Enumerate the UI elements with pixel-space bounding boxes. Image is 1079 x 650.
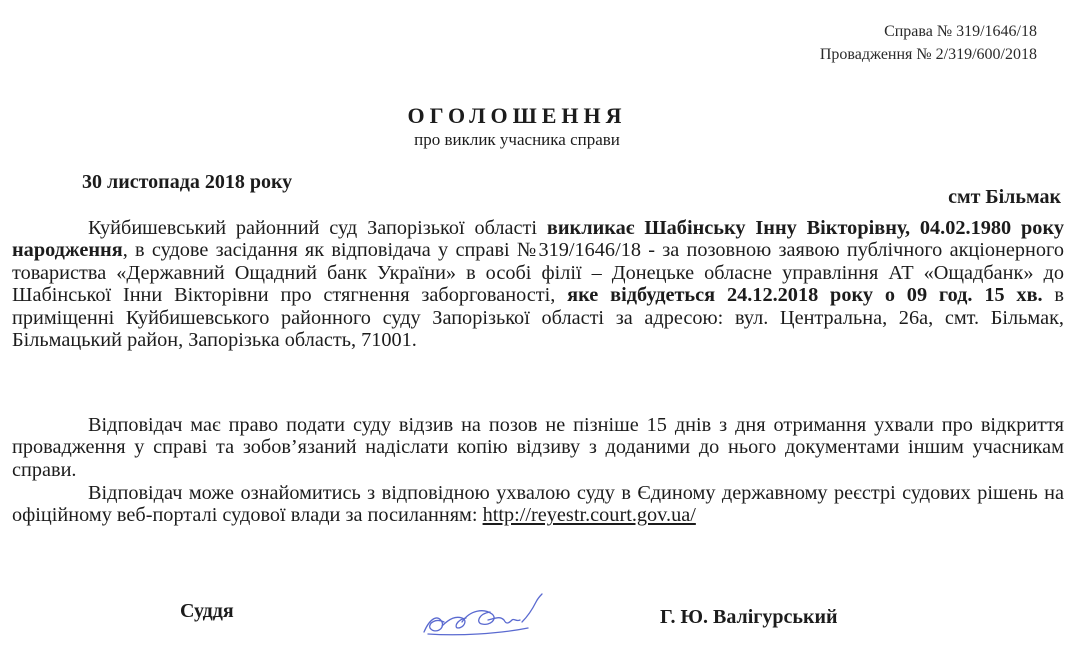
registry-paragraph	[12, 482, 1064, 527]
summons-paragraph	[12, 217, 1064, 351]
registry-link[interactable]: http://reyestr.court.gov.ua/	[482, 504, 696, 527]
document-date: 30 листопада 2018 року	[82, 171, 293, 193]
summons-text-2: , в судове засідання як відповідача у справі №319/1646/18 - за позовною заявою публічного акціонерного товариства «Державний Ощадний банк України» в особі філії – Донецьке обласне управління АТ «Ощадбанк» до Шабінської Інни Вікторівни про стягнення заборгованості,	[12, 239, 1064, 307]
summons-person: викликає Шабінську Інну Вікторівну, 04.02.1980 року народження	[12, 217, 1064, 262]
rights-paragraph: Відповідач має право подати суду відзив на позов не пізніше 15 днів з дня отримання ухвали про відкриття провадження у справі та зобов’язаний надіслати копію відзиву з доданими до нього документами іншим учасникам справи.	[12, 414, 1064, 481]
registry-text: Відповідач може ознайомитись з відповідною ухвалою суду в Єдиному державному реєстрі судових рішень на офіційному веб-порталі судової влади за посиланням:	[12, 482, 1064, 527]
hearing-datetime: яке відбудеться 24.12.2018 року о 09 год. 15 хв.	[567, 284, 1043, 307]
judge-label: Суддя	[180, 600, 234, 622]
handwritten-signature-icon	[418, 588, 568, 644]
page-title: ОГОЛОШЕННЯ	[407, 103, 627, 128]
summons-text-3: в приміщенні Куйбишевського районного суду Запорізької області за адресою: вул. Центральна, 26а, смт. Більмак, Більмацький район, Запорізька область, 71001.	[12, 284, 1064, 352]
case-number: Справа № 319/1646/18	[884, 23, 1037, 40]
document-place: смт Більмак	[948, 186, 1061, 208]
judge-name: Г. Ю. Валігурський	[660, 606, 838, 628]
summons-text-1: Куйбишевський районний суд Запорізької області	[88, 217, 547, 239]
proceeding-number: Провадження № 2/319/600/2018	[819, 46, 1037, 63]
page-subtitle: про виклик учасника справи	[414, 130, 620, 149]
